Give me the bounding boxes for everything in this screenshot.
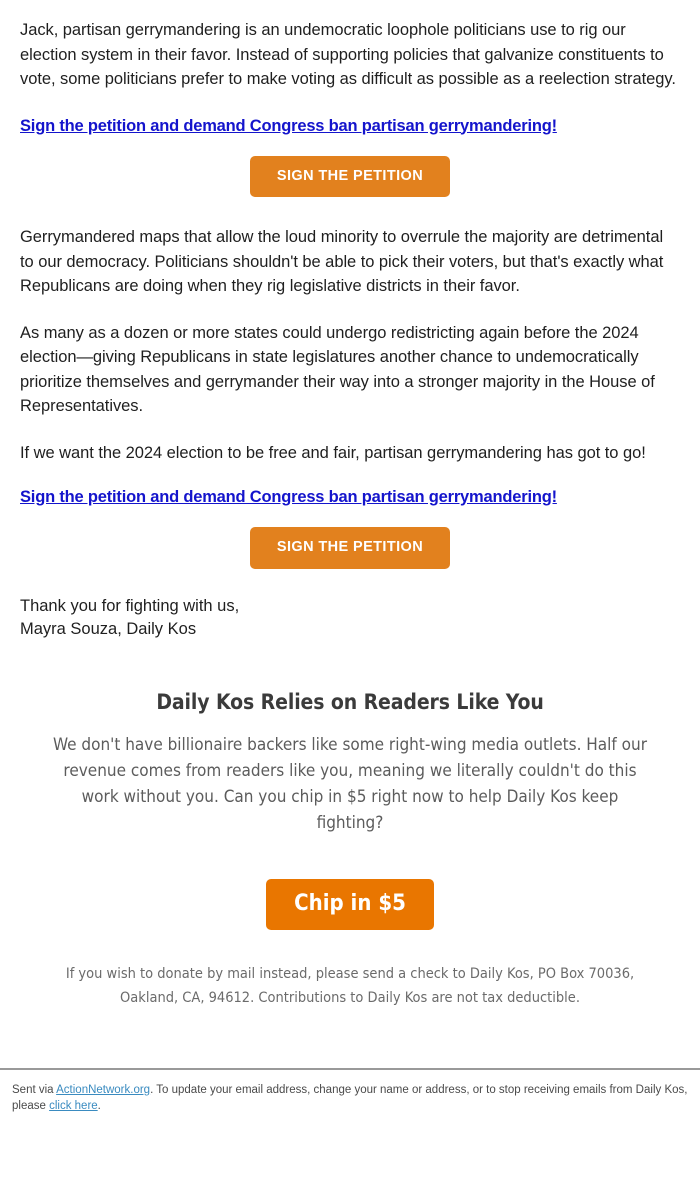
petition-button-row-bottom <box>20 527 680 569</box>
paragraph-gerrymandered-maps: Gerrymandered maps that allow the loud minority to overrule the majority are detrimental to our democracy. Politicians shouldn't be able to pick their voters, but that's exactly what Republicans are doing when they rig legislative districts in their favor. <box>20 228 664 295</box>
petition-button-row-top <box>20 156 680 198</box>
spacer <box>20 197 680 225</box>
petition-link-bottom[interactable]: Sign the petition and demand Congress ban partisan gerrymandering! <box>20 488 557 506</box>
spacer <box>20 509 680 527</box>
footer-sent-via-prefix: Sent via <box>12 1083 57 1096</box>
donation-heading: Daily Kos Relies on Readers Like You <box>156 689 544 714</box>
signoff-thanks: Thank you for fighting with us, <box>20 596 240 615</box>
footer-end-text: . <box>97 1100 101 1113</box>
sign-the-petition-button-top[interactable]: SIGN THE PETITION <box>250 156 450 198</box>
paragraph-intro: Jack, partisan gerrymandering is an undemocratic loophole politicians use to rig our election system in their favor. Instead of supporting policies that galvanize constituents to vote, some politicians prefer to make voting as difficult as possible as a reelection strategy. <box>20 21 676 88</box>
chip-in-button[interactable]: Chip in $5 <box>266 879 434 930</box>
click-here-link[interactable]: click here <box>49 1100 98 1113</box>
signoff-block <box>20 595 680 641</box>
footer-legal-text <box>12 1082 688 1115</box>
petition-link-top[interactable]: Sign the petition and demand Congress ban partisan gerrymandering! <box>20 116 557 135</box>
sign-the-petition-button-bottom[interactable]: SIGN THE PETITION <box>250 527 450 569</box>
donation-appeal-region <box>0 689 700 1010</box>
spacer <box>20 138 680 156</box>
footer-middle-text: . To update your email address, change your name or address, or to stop receiving emails from Daily Kos, please <box>12 1083 688 1113</box>
spacer <box>0 1010 700 1068</box>
paragraph-free-and-fair: If we want the 2024 election to be free and fair, partisan gerrymandering has got to go! <box>20 443 646 462</box>
signoff-name: Mayra Souza, Daily Kos <box>20 619 197 638</box>
spacer <box>20 569 680 595</box>
action-network-link[interactable]: ActionNetwork.org <box>56 1083 151 1096</box>
spacer <box>0 641 700 689</box>
footer-region <box>0 1070 700 1115</box>
donation-pitch-text: We don't have billionaire backers like some right-wing media outlets. Half our revenue comes from readers like you, meaning we literally couldn't do this work without you. Can you chip in $5 right now to help Daily Kos keep fighting? <box>53 734 647 833</box>
chip-in-button-row <box>30 879 670 930</box>
paragraph-redistricting: As many as a dozen or more states could undergo redistricting again before the 2024 election—giving Republicans in state legislatures another chance to undemocratically prioritize themselves and gerrymander their way into a stronger majority in the House of Representatives. <box>20 323 655 415</box>
donate-by-mail-note: If you wish to donate by mail instead, please send a check to Daily Kos, PO Box 70036, Oakland, CA, 94612. Contributions to Daily Kos are not tax deductible. <box>65 965 635 1006</box>
